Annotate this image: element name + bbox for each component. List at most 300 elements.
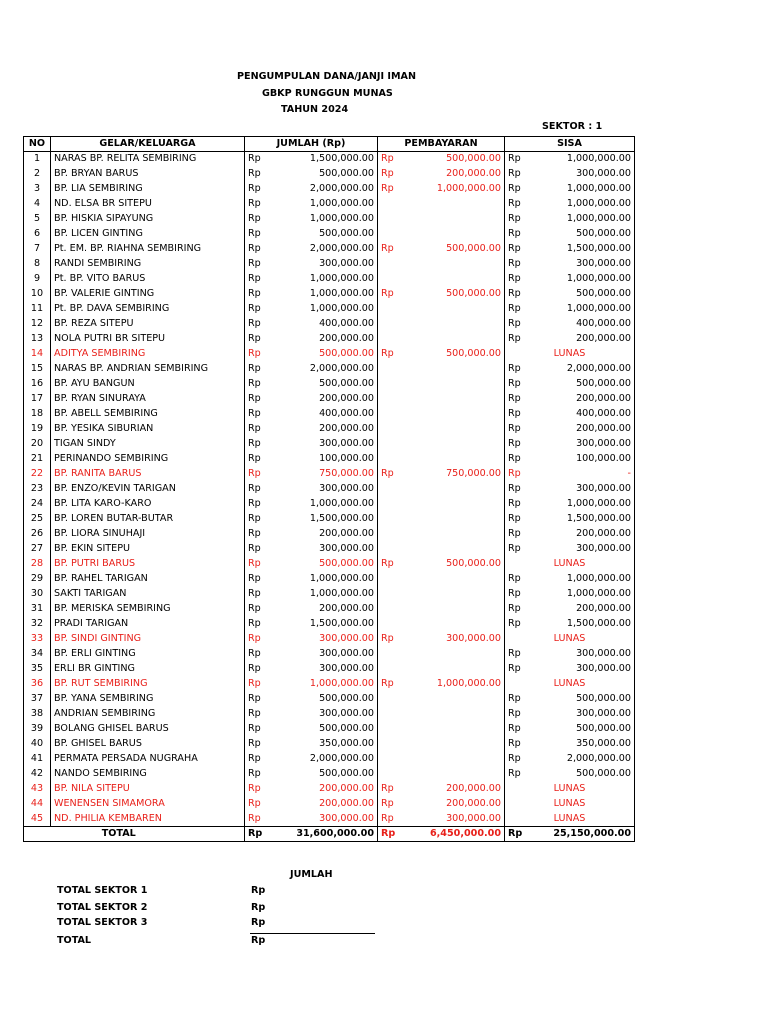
row-name: BP. YANA SEMBIRING xyxy=(51,692,245,707)
row-sisa-rp: Rp xyxy=(508,228,521,239)
row-no: 3 xyxy=(24,182,51,197)
row-jumlah-rp: Rp xyxy=(248,723,261,734)
row-jumlah-rp: Rp xyxy=(248,378,261,389)
row-jumlah: 1,000,000.00 xyxy=(275,272,378,287)
row-jumlah-rp: Rp xyxy=(248,812,261,824)
row-name: BP. ABELL SEMBIRING xyxy=(51,407,245,422)
row-jumlah: 500,000.00 xyxy=(275,227,378,242)
row-jumlah-rp: Rp xyxy=(248,738,261,749)
row-sisa: 300,000.00 xyxy=(535,482,635,497)
row-sisa-rp: Rp xyxy=(508,408,521,419)
row-sisa-rp: Rp xyxy=(508,153,521,165)
row-sisa: 300,000.00 xyxy=(535,707,635,722)
row-sisa-status: LUNAS xyxy=(505,557,635,572)
row-jumlah: 300,000.00 xyxy=(275,542,378,557)
row-jumlah: 750,000.00 xyxy=(275,467,378,482)
row-jumlah-rp: Rp xyxy=(248,273,261,284)
row-no: 2 xyxy=(24,167,51,182)
total-sisa-rp: Rp xyxy=(505,827,535,842)
row-bayar: 200,000.00 xyxy=(408,797,505,812)
row-bayar-rp: Rp xyxy=(381,348,394,359)
row-sisa-rp: Rp xyxy=(508,528,521,539)
row-no: 13 xyxy=(24,332,51,347)
row-sisa: 1,000,000.00 xyxy=(535,182,635,197)
row-jumlah-rp: Rp xyxy=(248,798,261,809)
row-bayar-rp: Rp xyxy=(381,243,394,254)
row-sisa: 1,000,000.00 xyxy=(535,587,635,602)
row-sisa-rp: Rp xyxy=(508,708,521,719)
row-sisa-rp: Rp xyxy=(508,453,521,464)
row-no: 10 xyxy=(24,287,51,302)
row-no: 26 xyxy=(24,527,51,542)
row-sisa-rp: Rp xyxy=(508,363,521,374)
row-jumlah-rp: Rp xyxy=(248,513,261,524)
row-sisa: 200,000.00 xyxy=(535,422,635,437)
col-header-pembayaran: PEMBAYARAN xyxy=(378,137,505,152)
col-header-no: NO xyxy=(24,137,51,152)
row-sisa-rp: Rp xyxy=(508,693,521,704)
row-bayar: 750,000.00 xyxy=(408,467,505,482)
row-jumlah-rp: Rp xyxy=(248,558,261,569)
row-jumlah: 2,000,000.00 xyxy=(275,362,378,377)
row-name: BP. REZA SITEPU xyxy=(51,317,245,332)
row-sisa: 200,000.00 xyxy=(535,392,635,407)
row-bayar: 1,000,000.00 xyxy=(408,677,505,692)
row-jumlah: 100,000.00 xyxy=(275,452,378,467)
row-jumlah: 300,000.00 xyxy=(275,812,378,827)
row-jumlah-rp: Rp xyxy=(248,153,261,165)
row-sisa-rp: Rp xyxy=(508,288,521,299)
row-jumlah: 400,000.00 xyxy=(275,407,378,422)
row-no: 29 xyxy=(24,572,51,587)
row-no: 37 xyxy=(24,692,51,707)
row-sisa: 200,000.00 xyxy=(535,332,635,347)
row-sisa-rp: Rp xyxy=(508,318,521,329)
row-jumlah: 1,000,000.00 xyxy=(275,197,378,212)
row-name: BP. ENZO/KEVIN TARIGAN xyxy=(51,482,245,497)
row-sisa: 200,000.00 xyxy=(535,527,635,542)
row-name: BP. HISKIA SIPAYUNG xyxy=(51,212,245,227)
row-bayar: 200,000.00 xyxy=(408,782,505,797)
row-no: 8 xyxy=(24,257,51,272)
row-jumlah: 1,000,000.00 xyxy=(275,212,378,227)
row-sisa-rp: Rp xyxy=(508,618,521,629)
row-name: NANDO SEMBIRING xyxy=(51,767,245,782)
row-sisa: 1,000,000.00 xyxy=(535,197,635,212)
row-no: 22 xyxy=(24,467,51,482)
total-bayar: 6,450,000.00 xyxy=(408,827,505,842)
row-sisa-rp: Rp xyxy=(508,648,521,659)
sektor-label: SEKTOR : 1 xyxy=(542,121,603,132)
row-jumlah: 300,000.00 xyxy=(275,662,378,677)
row-no: 18 xyxy=(24,407,51,422)
row-sisa-rp: Rp xyxy=(508,723,521,734)
row-no: 23 xyxy=(24,482,51,497)
row-jumlah: 500,000.00 xyxy=(275,377,378,392)
row-sisa: 1,500,000.00 xyxy=(535,242,635,257)
summary-label: TOTAL SEKTOR 2 xyxy=(57,902,148,913)
row-bayar: 1,000,000.00 xyxy=(408,182,505,197)
row-bayar: 500,000.00 xyxy=(408,347,505,362)
row-jumlah: 200,000.00 xyxy=(275,797,378,812)
report-title: PENGUMPULAN DANA/JANJI IMAN xyxy=(237,71,416,82)
row-jumlah-rp: Rp xyxy=(248,408,261,419)
row-sisa-rp: Rp xyxy=(508,468,521,479)
row-name: BP. LIORA SINUHAJI xyxy=(51,527,245,542)
row-jumlah-rp: Rp xyxy=(248,603,261,614)
row-no: 27 xyxy=(24,542,51,557)
row-name: Pt. BP. VITO BARUS xyxy=(51,272,245,287)
row-name: PERMATA PERSADA NUGRAHA xyxy=(51,752,245,767)
row-jumlah: 300,000.00 xyxy=(275,632,378,647)
row-sisa-rp: Rp xyxy=(508,393,521,404)
row-sisa-rp: Rp xyxy=(508,573,521,584)
row-sisa: 500,000.00 xyxy=(535,722,635,737)
row-sisa-rp: Rp xyxy=(508,378,521,389)
row-name: BP. LOREN BUTAR-BUTAR xyxy=(51,512,245,527)
row-no: 7 xyxy=(24,242,51,257)
row-jumlah-rp: Rp xyxy=(248,468,261,479)
row-jumlah: 500,000.00 xyxy=(275,167,378,182)
row-jumlah: 500,000.00 xyxy=(275,347,378,362)
row-bayar-rp: Rp xyxy=(381,468,394,479)
row-jumlah: 1,000,000.00 xyxy=(275,287,378,302)
row-sisa: - xyxy=(535,467,635,482)
row-jumlah: 2,000,000.00 xyxy=(275,752,378,767)
row-sisa-rp: Rp xyxy=(508,753,521,764)
row-jumlah: 300,000.00 xyxy=(275,482,378,497)
row-jumlah: 200,000.00 xyxy=(275,422,378,437)
row-no: 36 xyxy=(24,677,51,692)
row-sisa-rp: Rp xyxy=(508,483,521,494)
row-bayar-rp: Rp xyxy=(381,168,394,179)
col-header-sisa: SISA xyxy=(505,137,635,152)
row-no: 17 xyxy=(24,392,51,407)
row-jumlah: 400,000.00 xyxy=(275,317,378,332)
row-sisa-status: LUNAS xyxy=(505,632,635,647)
row-bayar-rp: Rp xyxy=(381,633,394,644)
row-jumlah: 350,000.00 xyxy=(275,737,378,752)
row-bayar: 300,000.00 xyxy=(408,812,505,827)
row-jumlah: 1,000,000.00 xyxy=(275,572,378,587)
row-sisa-status: LUNAS xyxy=(505,797,635,812)
row-jumlah: 500,000.00 xyxy=(275,722,378,737)
row-bayar: 500,000.00 xyxy=(408,152,505,167)
row-sisa: 1,500,000.00 xyxy=(535,512,635,527)
row-bayar-rp: Rp xyxy=(381,153,394,165)
row-jumlah-rp: Rp xyxy=(248,438,261,449)
summary-rp: Rp xyxy=(251,885,266,896)
row-jumlah-rp: Rp xyxy=(248,483,261,494)
row-jumlah: 500,000.00 xyxy=(275,557,378,572)
row-jumlah-rp: Rp xyxy=(248,243,261,254)
row-sisa-rp: Rp xyxy=(508,303,521,314)
row-bayar: 500,000.00 xyxy=(408,557,505,572)
row-sisa-rp: Rp xyxy=(508,543,521,554)
row-jumlah-rp: Rp xyxy=(248,708,261,719)
row-sisa: 500,000.00 xyxy=(535,767,635,782)
row-jumlah-rp: Rp xyxy=(248,288,261,299)
row-name: NARAS BP. ANDRIAN SEMBIRING xyxy=(51,362,245,377)
row-jumlah-rp: Rp xyxy=(248,633,261,644)
row-sisa: 1,000,000.00 xyxy=(535,272,635,287)
row-no: 30 xyxy=(24,587,51,602)
row-sisa-rp: Rp xyxy=(508,423,521,434)
row-jumlah: 200,000.00 xyxy=(275,527,378,542)
summary-rp: Rp xyxy=(251,902,266,913)
row-sisa: 500,000.00 xyxy=(535,377,635,392)
row-sisa-rp: Rp xyxy=(508,213,521,224)
row-jumlah-rp: Rp xyxy=(248,213,261,224)
row-no: 40 xyxy=(24,737,51,752)
row-sisa: 500,000.00 xyxy=(535,692,635,707)
summary-divider xyxy=(250,933,375,934)
row-no: 42 xyxy=(24,767,51,782)
row-no: 34 xyxy=(24,647,51,662)
row-name: BOLANG GHISEL BARUS xyxy=(51,722,245,737)
row-jumlah-rp: Rp xyxy=(248,498,261,509)
summary-label: TOTAL SEKTOR 3 xyxy=(57,917,148,928)
row-no: 6 xyxy=(24,227,51,242)
row-name: ANDRIAN SEMBIRING xyxy=(51,707,245,722)
row-no: 12 xyxy=(24,317,51,332)
summary-rp: Rp xyxy=(251,917,266,928)
row-sisa: 2,000,000.00 xyxy=(535,752,635,767)
row-sisa: 100,000.00 xyxy=(535,452,635,467)
row-no: 19 xyxy=(24,422,51,437)
row-jumlah: 300,000.00 xyxy=(275,437,378,452)
row-jumlah: 1,500,000.00 xyxy=(275,617,378,632)
row-jumlah: 1,000,000.00 xyxy=(275,302,378,317)
row-name: BP. BRYAN BARUS xyxy=(51,167,245,182)
row-jumlah-rp: Rp xyxy=(248,528,261,539)
row-no: 43 xyxy=(24,782,51,797)
row-name: BP. AYU BANGUN xyxy=(51,377,245,392)
row-sisa-status: LUNAS xyxy=(505,347,635,362)
row-sisa: 1,500,000.00 xyxy=(535,617,635,632)
row-sisa: 300,000.00 xyxy=(535,437,635,452)
row-sisa-rp: Rp xyxy=(508,603,521,614)
row-sisa: 300,000.00 xyxy=(535,257,635,272)
row-sisa: 1,000,000.00 xyxy=(535,572,635,587)
row-bayar-rp: Rp xyxy=(381,798,394,809)
row-no: 15 xyxy=(24,362,51,377)
row-name: BP. VALERIE GINTING xyxy=(51,287,245,302)
row-jumlah: 500,000.00 xyxy=(275,692,378,707)
row-name: NOLA PUTRI BR SITEPU xyxy=(51,332,245,347)
row-jumlah: 300,000.00 xyxy=(275,647,378,662)
row-sisa-rp: Rp xyxy=(508,168,521,179)
row-bayar: 200,000.00 xyxy=(408,167,505,182)
row-jumlah: 200,000.00 xyxy=(275,392,378,407)
summary-heading: JUMLAH xyxy=(290,869,333,880)
row-name: Pt. EM. BP. RIAHNA SEMBIRING xyxy=(51,242,245,257)
row-jumlah: 1,500,000.00 xyxy=(275,512,378,527)
row-jumlah-rp: Rp xyxy=(248,768,261,779)
total-jumlah: 31,600,000.00 xyxy=(275,827,378,842)
row-jumlah-rp: Rp xyxy=(248,693,261,704)
row-sisa: 500,000.00 xyxy=(535,227,635,242)
row-jumlah: 2,000,000.00 xyxy=(275,182,378,197)
row-sisa-rp: Rp xyxy=(508,663,521,674)
row-name: BP. YESIKA SIBURIAN xyxy=(51,422,245,437)
row-sisa-rp: Rp xyxy=(508,243,521,254)
row-no: 24 xyxy=(24,497,51,512)
row-sisa: 1,000,000.00 xyxy=(535,152,635,167)
row-name: BP. LIA SEMBIRING xyxy=(51,182,245,197)
total-label: TOTAL xyxy=(51,827,245,842)
row-sisa-rp: Rp xyxy=(508,198,521,209)
row-sisa: 400,000.00 xyxy=(535,317,635,332)
row-jumlah-rp: Rp xyxy=(248,453,261,464)
row-jumlah-rp: Rp xyxy=(248,258,261,269)
summary-label: TOTAL SEKTOR 1 xyxy=(57,885,148,896)
row-no: 45 xyxy=(24,812,51,827)
row-jumlah-rp: Rp xyxy=(248,198,261,209)
row-no: 9 xyxy=(24,272,51,287)
row-no: 41 xyxy=(24,752,51,767)
row-no: 14 xyxy=(24,347,51,362)
row-jumlah-rp: Rp xyxy=(248,423,261,434)
row-name: BP. RAHEL TARIGAN xyxy=(51,572,245,587)
row-no: 39 xyxy=(24,722,51,737)
row-sisa: 300,000.00 xyxy=(535,647,635,662)
row-jumlah-rp: Rp xyxy=(248,363,261,374)
row-jumlah-rp: Rp xyxy=(248,348,261,359)
row-jumlah-rp: Rp xyxy=(248,303,261,314)
row-no: 31 xyxy=(24,602,51,617)
row-sisa: 1,000,000.00 xyxy=(535,302,635,317)
row-no: 21 xyxy=(24,452,51,467)
row-name: BP. PUTRI BARUS xyxy=(51,557,245,572)
row-sisa: 200,000.00 xyxy=(535,602,635,617)
row-jumlah-rp: Rp xyxy=(248,783,261,794)
row-name: ADITYA SEMBIRING xyxy=(51,347,245,362)
row-no: 25 xyxy=(24,512,51,527)
row-no: 20 xyxy=(24,437,51,452)
total-bayar-rp: Rp xyxy=(378,827,408,842)
row-jumlah-rp: Rp xyxy=(248,573,261,584)
total-sisa: 25,150,000.00 xyxy=(535,827,635,842)
row-no: 38 xyxy=(24,707,51,722)
row-name: BP. GHISEL BARUS xyxy=(51,737,245,752)
row-name: NARAS BP. RELITA SEMBIRING xyxy=(51,152,245,167)
row-sisa-rp: Rp xyxy=(508,588,521,599)
row-jumlah-rp: Rp xyxy=(248,753,261,764)
row-sisa-status: LUNAS xyxy=(505,812,635,827)
row-name: PRADI TARIGAN xyxy=(51,617,245,632)
col-header-jumlah: JUMLAH (Rp) xyxy=(245,137,378,152)
row-name: BP. RANITA BARUS xyxy=(51,467,245,482)
row-jumlah: 1,000,000.00 xyxy=(275,497,378,512)
row-name: ND. ELSA BR SITEPU xyxy=(51,197,245,212)
row-sisa: 300,000.00 xyxy=(535,662,635,677)
row-jumlah: 1,500,000.00 xyxy=(275,152,378,167)
row-jumlah: 300,000.00 xyxy=(275,257,378,272)
row-name: BP. RUT SEMBIRING xyxy=(51,677,245,692)
row-jumlah-rp: Rp xyxy=(248,183,261,194)
row-jumlah: 2,000,000.00 xyxy=(275,242,378,257)
row-bayar-rp: Rp xyxy=(381,558,394,569)
row-jumlah: 200,000.00 xyxy=(275,602,378,617)
row-name: PERINANDO SEMBIRING xyxy=(51,452,245,467)
row-jumlah-rp: Rp xyxy=(248,318,261,329)
row-name: ERLI BR GINTING xyxy=(51,662,245,677)
row-sisa: 400,000.00 xyxy=(535,407,635,422)
row-no: 35 xyxy=(24,662,51,677)
row-sisa: 2,000,000.00 xyxy=(535,362,635,377)
row-no: 32 xyxy=(24,617,51,632)
row-no: 1 xyxy=(24,152,51,167)
row-sisa-rp: Rp xyxy=(508,258,521,269)
row-no: 5 xyxy=(24,212,51,227)
row-name: ND. PHILIA KEMBAREN xyxy=(51,812,245,827)
row-jumlah-rp: Rp xyxy=(248,168,261,179)
row-name: BP. ERLI GINTING xyxy=(51,647,245,662)
report-year: TAHUN 2024 xyxy=(281,104,349,115)
row-name: BP. MERISKA SEMBIRING xyxy=(51,602,245,617)
row-name: WENENSEN SIMAMORA xyxy=(51,797,245,812)
row-sisa: 300,000.00 xyxy=(535,167,635,182)
col-header-name: GELAR/KELUARGA xyxy=(51,137,245,152)
row-sisa: 1,000,000.00 xyxy=(535,212,635,227)
row-sisa-rp: Rp xyxy=(508,738,521,749)
row-sisa-rp: Rp xyxy=(508,333,521,344)
row-name: TIGAN SINDY xyxy=(51,437,245,452)
row-sisa-status: LUNAS xyxy=(505,782,635,797)
total-jumlah-rp: Rp xyxy=(245,827,275,842)
row-name: BP. RYAN SINURAYA xyxy=(51,392,245,407)
row-name: BP. LICEN GINTING xyxy=(51,227,245,242)
row-sisa: 500,000.00 xyxy=(535,287,635,302)
row-jumlah: 300,000.00 xyxy=(275,707,378,722)
row-sisa: 350,000.00 xyxy=(535,737,635,752)
row-jumlah: 200,000.00 xyxy=(275,332,378,347)
summary-rp: Rp xyxy=(251,935,266,946)
row-no: 16 xyxy=(24,377,51,392)
row-sisa-rp: Rp xyxy=(508,513,521,524)
summary-label: TOTAL xyxy=(57,935,92,946)
row-no: 33 xyxy=(24,632,51,647)
row-bayar: 500,000.00 xyxy=(408,242,505,257)
row-name: SAKTI TARIGAN xyxy=(51,587,245,602)
row-jumlah: 1,000,000.00 xyxy=(275,677,378,692)
row-jumlah-rp: Rp xyxy=(248,588,261,599)
row-bayar-rp: Rp xyxy=(381,812,394,824)
row-jumlah-rp: Rp xyxy=(248,543,261,554)
row-sisa: 300,000.00 xyxy=(535,542,635,557)
row-bayar-rp: Rp xyxy=(381,288,394,299)
row-jumlah: 1,000,000.00 xyxy=(275,587,378,602)
row-bayar: 300,000.00 xyxy=(408,632,505,647)
row-bayar: 500,000.00 xyxy=(408,287,505,302)
row-name: Pt. BP. DAVA SEMBIRING xyxy=(51,302,245,317)
row-bayar-rp: Rp xyxy=(381,183,394,194)
row-no: 4 xyxy=(24,197,51,212)
row-name: RANDI SEMBIRING xyxy=(51,257,245,272)
row-sisa-rp: Rp xyxy=(508,438,521,449)
row-name: BP. NILA SITEPU xyxy=(51,782,245,797)
row-name: BP. LITA KARO-KARO xyxy=(51,497,245,512)
church-name: GBKP RUNGGUN MUNAS xyxy=(262,88,393,99)
row-jumlah-rp: Rp xyxy=(248,663,261,674)
row-no: 28 xyxy=(24,557,51,572)
row-no: 11 xyxy=(24,302,51,317)
row-sisa-rp: Rp xyxy=(508,273,521,284)
row-jumlah: 200,000.00 xyxy=(275,782,378,797)
row-jumlah-rp: Rp xyxy=(248,333,261,344)
row-sisa: 1,000,000.00 xyxy=(535,497,635,512)
